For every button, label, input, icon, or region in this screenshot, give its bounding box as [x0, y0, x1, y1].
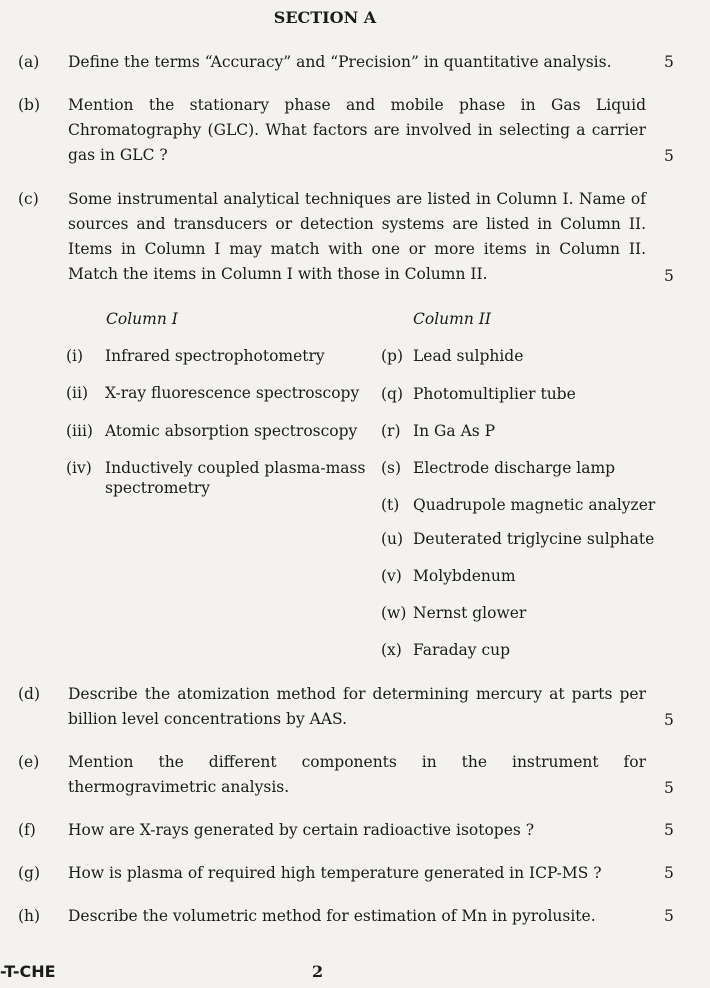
question-text: How is plasma of required high temperature generated in ICP-MS ?	[68, 864, 602, 882]
question-marks: 5	[664, 821, 674, 839]
item-number: (x)	[381, 641, 402, 659]
question-label: (b)	[18, 96, 41, 114]
item-number: (iv)	[66, 459, 92, 477]
question-label: (c)	[18, 190, 39, 208]
question-text: Some instrumental analytical techniques are listed in Column I. Name of sources and transducers or detection systems are listed in Column II. Items in Column I may match with one or more items in Column II. Match the items in Column I with those in Column II.	[68, 190, 646, 283]
question-text: Mention the stationary phase and mobile phase in Gas Liquid Chromatography (GLC). What factors are involved in selecting a carrier gas in GLC ?	[68, 96, 646, 164]
question-marks: 5	[664, 147, 674, 165]
item-text: Photomultiplier tube	[413, 385, 576, 403]
item-number: (w)	[381, 604, 407, 622]
question-text: Define the terms “Accuracy” and “Precision” in quantitative analysis.	[68, 53, 612, 71]
item-number: (s)	[381, 459, 402, 477]
question-text: Describe the atomization method for determining mercury at parts per billion level concentrations by AAS.	[68, 685, 646, 728]
item-text: In Ga As P	[413, 422, 496, 440]
question-label: (f)	[18, 821, 36, 839]
item-text: Lead sulphide	[413, 347, 524, 365]
item-number: (u)	[381, 530, 404, 548]
question-marks: 5	[664, 53, 674, 71]
item-number: (t)	[381, 496, 400, 514]
item-text: Quadrupole magnetic analyzer	[413, 496, 656, 514]
column-ii-heading: Column II	[413, 310, 491, 328]
item-text: Faraday cup	[413, 641, 511, 659]
item-number: (r)	[381, 422, 401, 440]
question-marks: 5	[664, 907, 674, 925]
question-marks: 5	[664, 864, 674, 882]
item-number: (p)	[381, 347, 404, 365]
item-text: Infrared spectrophotometry	[105, 347, 325, 365]
column-i-heading: Column I	[106, 310, 178, 328]
question-label: (d)	[18, 685, 41, 703]
item-text: X-ray fluorescence spectroscopy	[105, 384, 360, 402]
question-marks: 5	[664, 779, 674, 797]
item-text: Electrode discharge lamp	[413, 459, 616, 477]
page-number: 2	[312, 962, 324, 981]
item-text: Inductively coupled plasma-mass spectrometry	[105, 459, 366, 497]
item-number: (q)	[381, 385, 404, 403]
item-text: Molybdenum	[413, 567, 516, 585]
item-number: (ii)	[66, 384, 89, 402]
paper-code: -T-CHE	[0, 962, 56, 981]
question-text: How are X-rays generated by certain radioactive isotopes ?	[68, 821, 535, 839]
item-number: (iii)	[66, 422, 93, 440]
question-marks: 5	[664, 711, 674, 729]
question-text: Describe the volumetric method for estimation of Mn in pyrolusite.	[68, 907, 596, 925]
item-text: Nernst glower	[413, 604, 527, 622]
question-label: (h)	[18, 907, 41, 925]
question-label: (g)	[18, 864, 41, 882]
item-number: (v)	[381, 567, 402, 585]
question-label: (a)	[18, 53, 40, 71]
item-text: Deuterated triglycine sulphate	[413, 530, 655, 548]
question-text: Mention the different components in the instrument for thermogravimetric analysis.	[68, 753, 646, 796]
question-label: (e)	[18, 753, 40, 771]
item-number: (i)	[66, 347, 84, 365]
item-text: Atomic absorption spectroscopy	[105, 422, 358, 440]
section-title: SECTION A	[273, 8, 377, 27]
question-marks: 5	[664, 267, 674, 285]
